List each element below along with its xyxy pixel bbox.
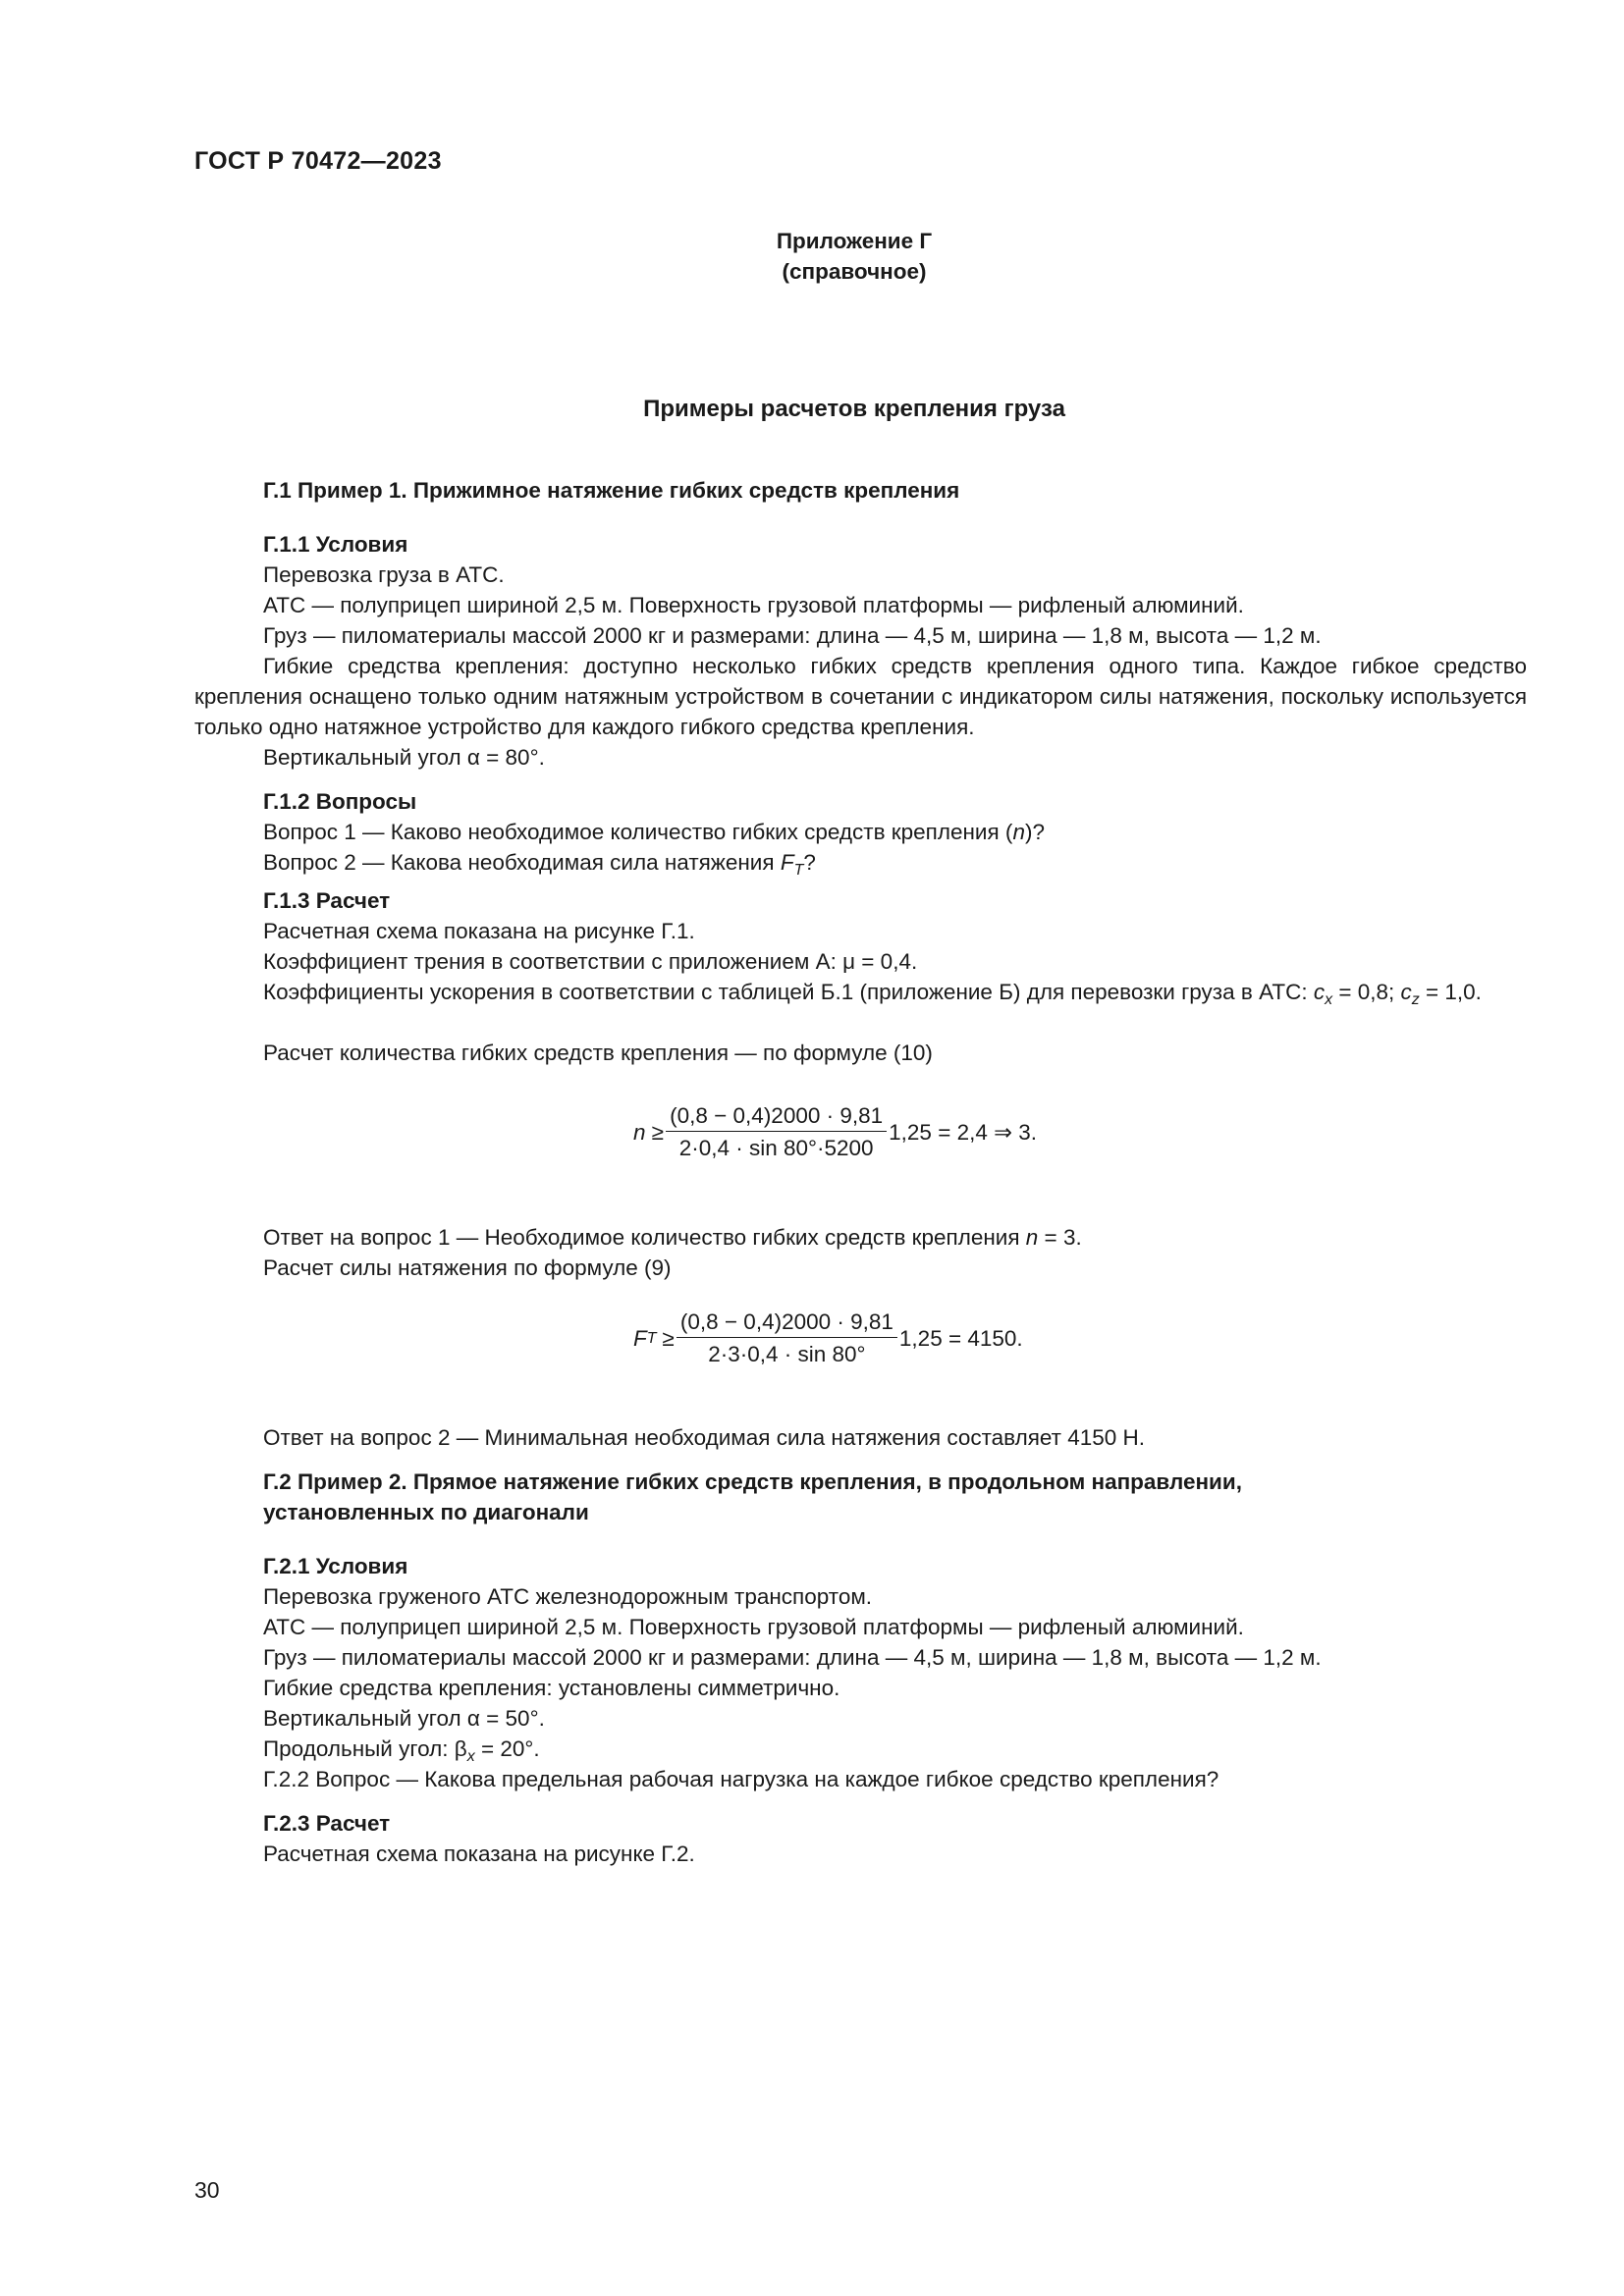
text: Коэффициенты ускорения в соответствии с таблицей Б.1 (приложение Б) для перевозки груза в АТС: (263, 980, 1314, 1004)
subsection-heading-g2-3: Г.2.3 Расчет (263, 1811, 391, 1836)
paragraph: Расчетная схема показана на рисунке Г.1. (263, 919, 695, 943)
variable-n: n (1025, 1225, 1039, 1250)
question-2 (263, 847, 816, 878)
text: Вопрос 2 — Какова необходимая сила натяжения (263, 850, 781, 875)
paragraph: Коэффициент трения в соответствии с приложением А: μ = 0,4. (263, 949, 918, 974)
text: ? (803, 850, 816, 875)
fraction (677, 1309, 897, 1367)
formula-lhs: n ≥ (633, 1119, 665, 1145)
standard-header: ГОСТ Р 70472—2023 (194, 147, 442, 175)
subscript: x (466, 1748, 475, 1765)
paragraph-coefficients (194, 977, 1527, 1007)
variable-c: c (1400, 980, 1412, 1004)
fraction-numerator: (0,8 − 0,4)2000 · 9,81 (666, 1103, 887, 1132)
appendix-type: (справочное) (782, 259, 927, 284)
paragraph: Перевозка груженого АТС железнодорожным транспортом. (263, 1584, 873, 1609)
operator: ≥ (662, 1325, 675, 1351)
text: = 1,0. (1419, 980, 1482, 1004)
paragraph-g2-2: Г.2.2 Вопрос — Какова предельная рабочая нагрузка на каждое гибкое средство крепления? (263, 1767, 1219, 1791)
fraction-numerator: (0,8 − 0,4)2000 · 9,81 (677, 1309, 897, 1338)
fraction-denominator: 2·0,4 · sin 80°·5200 (678, 1136, 874, 1160)
variable-n: n (1012, 820, 1025, 844)
page-title: Примеры расчетов крепления груза (643, 396, 1065, 422)
paragraph: Груз — пиломатериалы массой 2000 кг и размерами: длина — 4,5 м, ширина — 1,8 м, высота — 1,2 м. (263, 623, 1322, 648)
formula-rhs: 1,25 = 4150. (898, 1325, 1023, 1351)
paragraph-text: Гибкие средства крепления: доступно несколько гибких средств крепления одного типа. Каждое гибкое средство крепления оснащено только одним натяжным устройством в сочетании с индикатором силы натяжения, поскольку используется только одно натяжное устройство для каждого гибкого средства крепления. (194, 654, 1527, 739)
formula-9: F T ≥ $\frac{(0,8 - 0,4)2000 \cdot 9,81}{2\cdot 3\cdot 0,4 \cdot \sin 80^\circ}$ 1,25 = 4150. (633, 1309, 1023, 1366)
fraction (666, 1103, 887, 1161)
subsection-heading-g1-2: Г.1.2 Вопросы (263, 789, 417, 814)
subscript: x (1325, 991, 1333, 1008)
question-1 (263, 817, 1045, 847)
section-heading-g2: Г.2 Пример 2. Прямое натяжение гибких средств крепления, в продольном направлении, (263, 1469, 1242, 1494)
answer-1 (263, 1222, 1082, 1253)
paragraph: Гибкие средства крепления: установлены симметрично. (263, 1676, 840, 1700)
paragraph: Груз — пиломатериалы массой 2000 кг и размерами: длина — 4,5 м, ширина — 1,8 м, высота — 1,2 м. (263, 1645, 1322, 1670)
text: = 0,8; (1332, 980, 1401, 1004)
paragraph-straps (194, 651, 1527, 742)
paragraph: Расчет силы натяжения по формуле (9) (263, 1255, 672, 1280)
appendix-title: Приложение Г (776, 229, 933, 253)
subsection-heading-g1-3: Г.1.3 Расчет (263, 888, 391, 913)
subscript: z (1411, 991, 1420, 1008)
paragraph: Вертикальный угол α = 80°. (263, 745, 545, 770)
fraction-denominator: 2·3·0,4 · sin 80° (708, 1342, 866, 1366)
paragraph-longitudinal-angle (263, 1734, 540, 1764)
formula-rhs: 1,25 = 2,4 ⇒ 3. (889, 1119, 1037, 1145)
page-number: 30 (194, 2177, 220, 2203)
answer-2: Ответ на вопрос 2 — Минимальная необходимая сила натяжения составляет 4150 Н. (263, 1425, 1146, 1450)
variable-f: F (780, 850, 794, 875)
formula-10 (633, 1103, 1037, 1161)
text: = 20°. (474, 1736, 540, 1761)
subsection-heading-g1-1: Г.1.1 Условия (263, 532, 408, 557)
text: Продольный угол: β (263, 1736, 467, 1761)
paragraph: Расчетная схема показана на рисунке Г.2. (263, 1842, 695, 1866)
formula-lhs: F (633, 1325, 647, 1351)
text: )? (1024, 820, 1045, 844)
text: = 3. (1038, 1225, 1082, 1250)
paragraph: Вертикальный угол α = 50°. (263, 1706, 545, 1731)
paragraph: АТС — полуприцеп шириной 2,5 м. Поверхность грузовой платформы — рифленый алюминий. (263, 1615, 1244, 1639)
paragraph: АТС — полуприцеп шириной 2,5 м. Поверхность грузовой платформы — рифленый алюминий. (263, 593, 1244, 617)
subscript: T (793, 862, 804, 879)
section-heading-g1: Г.1 Пример 1. Прижимное натяжение гибких средств крепления (263, 478, 960, 503)
variable-c: c (1313, 980, 1326, 1004)
text: Ответ на вопрос 1 — Необходимое количество гибких средств крепления (263, 1225, 1026, 1250)
paragraph: Расчет количества гибких средств крепления — по формуле (10) (263, 1041, 933, 1065)
text: Вопрос 1 — Каково необходимое количество гибких средств крепления ( (263, 820, 1013, 844)
section-heading-g2-cont: установленных по диагонали (263, 1500, 589, 1524)
paragraph: Перевозка груза в АТС. (263, 562, 505, 587)
subsection-heading-g2-1: Г.2.1 Условия (263, 1554, 408, 1578)
